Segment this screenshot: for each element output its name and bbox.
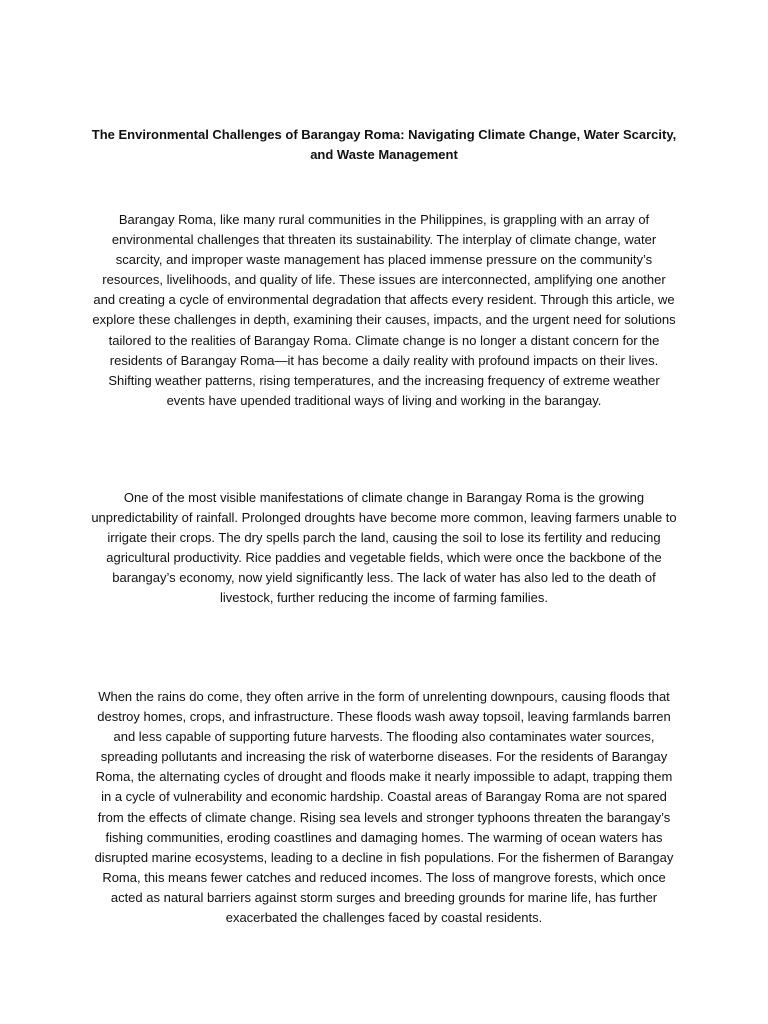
paragraph-intro: Barangay Roma, like many rural communities in the Philippines, is grappling with an array of environmental challenges that threaten its sustainability. The interplay of climate change, water scarcity, and improper waste management has placed immense pressure on the community’s resources, livelihoods, and quality of life. These issues are interconnected, amplifying one another and creating a cycle of environmental degradation that affects every resident. Through this article, we explore these challenges in depth, examining their causes, impacts, and the urgent need for solutions tailored to the realities of Barangay Roma. Climate change is no longer a distant concern for the residents of Barangay Roma—it has become a daily reality with profound impacts on their lives. Shifting weather patterns, rising temperatures, and the increasing frequency of extreme weather events have upended traditional ways of living and working in the barangay. bbox=[92, 212, 676, 408]
document-title: The Environmental Challenges of Barangay Roma: Navigating Climate Change, Water Scarcity, and Waste Management bbox=[91, 127, 677, 162]
paragraph-floods: When the rains do come, they often arrive in the form of unrelenting downpours, causing floods that destroy homes, crops, and infrastructure. These floods wash away topsoil, leaving farmlands barren and less capable of supporting future harvests. The flooding also contaminates water sources, spreading pollutants and increasing the risk of waterborne diseases. For the residents of Barangay Roma, the alternating cycles of drought and floods make it nearly impossible to adapt, trapping them in a cycle of vulnerability and economic hardship. Coastal areas of Barangay Roma are not spared from the effects of climate change. Rising sea levels and stronger typhoons threaten the barangay’s fishing communities, eroding coastlines and damaging homes. The warming of ocean waters has disrupted marine ecosystems, leading to a decline in fish populations. For the fishermen of Barangay Roma, this means fewer catches and reduced incomes. The loss of mangrove forests, which once acted as natural barriers against storm surges and breeding grounds for marine life, has further exacerbated the challenges faced by coastal residents. bbox=[94, 689, 674, 926]
paragraph-rainfall: One of the most visible manifestations of climate change in Barangay Roma is the growing unpredictability of rainfall. Prolonged droughts have become more common, leaving farmers unable to irrigate their crops. The dry spells parch the land, causing the soil to lose its fertility and reducing agricultural productivity. Rice paddies and vegetable fields, which were once the backbone of the barangay’s economy, now yield significantly less. The lack of water has also led to the death of livestock, further reducing the income of farming families. bbox=[91, 490, 677, 606]
